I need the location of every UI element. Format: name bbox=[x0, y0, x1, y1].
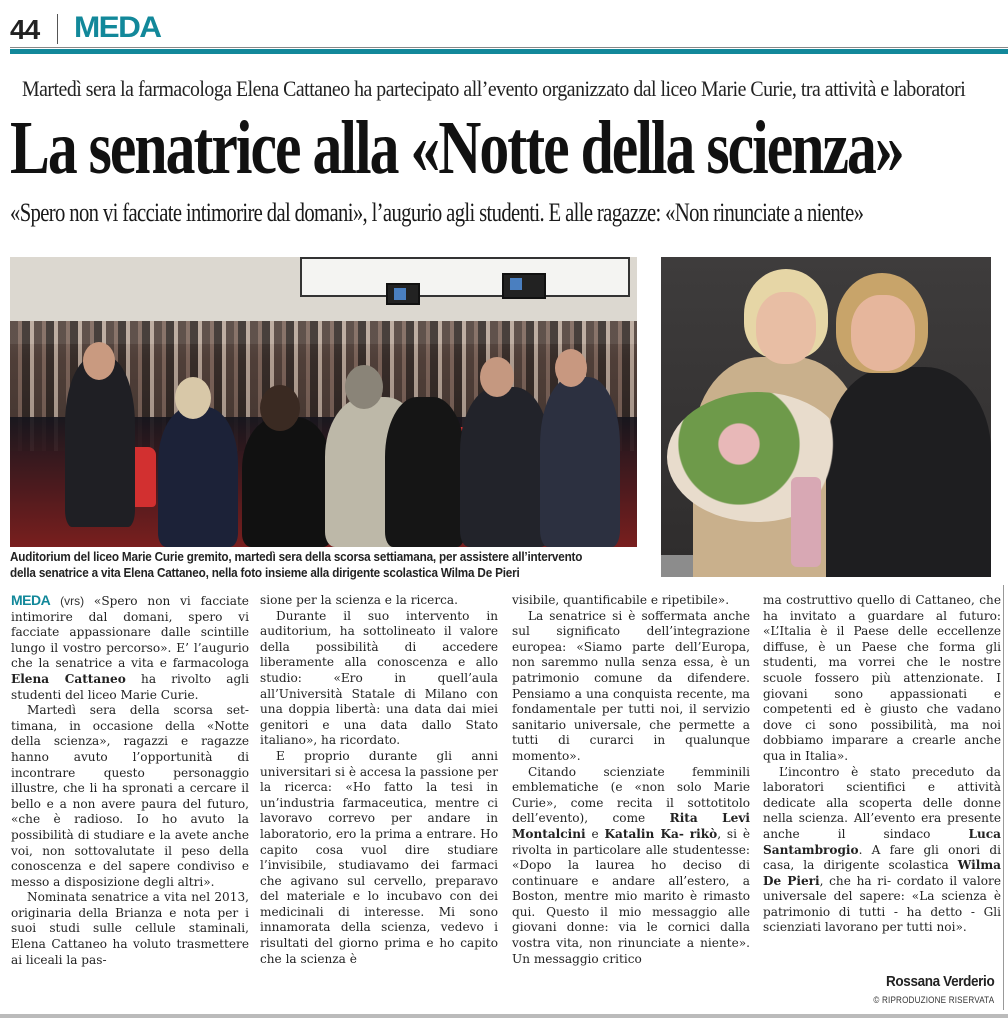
portrait-photo bbox=[661, 257, 991, 577]
photo-person-head bbox=[260, 385, 300, 431]
photo-person-head bbox=[480, 357, 514, 397]
photo-person bbox=[158, 407, 238, 547]
bold-name: Elena Cattaneo bbox=[11, 671, 126, 686]
photo-screen-icon bbox=[502, 273, 546, 299]
paragraph bbox=[11, 593, 249, 703]
photo-person bbox=[242, 417, 332, 547]
paragraph: E proprio durante gli anni universitari si è accesa la passione per la ricerca: «Ho fatto la tesi in un’industria farmaceutica, mentre ci lavoravo correvo per andare in laboratorio, ero la prima a entrare. Ho capito cosa vuol dire studiare l’invisibile, studiavamo dei farmaci che agivano sul cervello, preparavo del materiale e lo incubavo con dei medicinali di interesse. Mi sono innamorata della scienza, vedevo i risultati del giorno prima e ho capito che la scienza è bbox=[260, 748, 498, 966]
paragraph bbox=[763, 765, 1001, 937]
photo-person-head bbox=[83, 342, 115, 380]
photo-face bbox=[756, 292, 816, 364]
photo-person bbox=[65, 357, 135, 527]
photo-person-head bbox=[345, 365, 383, 409]
article-column-1 bbox=[11, 593, 249, 968]
bold-name: Luca bbox=[968, 826, 1001, 841]
column-text: L’incontro è stato preceduto da laboratori scientifici e attività dedicate alla scoperta delle donne nella scienza. All’evento era presente anche il sindaco bbox=[763, 764, 1001, 841]
header-rule-accent bbox=[10, 49, 1008, 54]
column-text: , si è rivolta in particolare bbox=[512, 826, 750, 857]
photo-face bbox=[851, 295, 915, 371]
photo-person-head bbox=[555, 349, 587, 387]
bold-name: Levi Montalcini bbox=[512, 811, 750, 841]
paragraph: Martedì sera della scorsa settimana, in occasione della «Notte della scienza», ragazzi e ragazze hanno avuto l’opportunità di incontrare questo personaggio illustre, che li ha spronati a cercare il bello e a non avere paura del futuro, «che è radioso. Io ho avuto la possibilità di studiare e la avete anche voi, non sottovalutate il peso della conoscenza e del sapere condiviso e messo a disposizione degli altri». bbox=[11, 703, 249, 889]
paragraph: visibile, quantificabile e ripetibile». bbox=[512, 593, 730, 607]
paragraph bbox=[512, 765, 750, 968]
column-text: . A fare gli onori bbox=[858, 842, 981, 857]
author-tag: (vrs) bbox=[60, 594, 85, 608]
article-column-2 bbox=[260, 593, 498, 967]
auditorium-photo bbox=[10, 257, 637, 547]
column-rule bbox=[1003, 585, 1004, 1010]
column-text: studenti del liceo Marie Curie. bbox=[11, 687, 199, 702]
article-kicker: Martedì sera la farmacologa Elena Cattaneo ha partecipato all’evento organizzato dal liceo Marie Curie, tra attività e laboratori bbox=[22, 76, 966, 101]
column-text: di casa, la dirigente scolastica bbox=[763, 842, 1001, 873]
photo-ribbon bbox=[791, 477, 821, 567]
author-byline: Rossana Verderio bbox=[885, 973, 994, 990]
photo-person bbox=[540, 377, 620, 547]
column-text: «Spero non vi facciate intimorire dal domani, spero vi facciate appassionare dalle scintille lungo il vostro percorso». E’ l’augurio che la senatrice a vita e farmacologa bbox=[11, 594, 249, 671]
paragraph: Durante il suo intervento in auditorium, ha sottolineato il valore della possibilità di accedere liberamente alla conoscenza e allo studio: «Ero in quell’aula all’Università Statale di Milano con una doppia libertà: una data dai miei genitori e una data dallo Stato italiano», ha ricordato. bbox=[260, 608, 498, 748]
article-column-4 bbox=[763, 593, 1001, 936]
column-text: , che ha ri- bbox=[819, 873, 892, 888]
page-number: 44 bbox=[10, 14, 40, 45]
copyright-notice: © RIPRODUZIONE RISERVATA bbox=[873, 995, 994, 1005]
photo-caption: Auditorium del liceo Marie Curie gremito, martedì sera della scorsa settiamana, per assistere all’intervento della senatrice a vita Elena Cattaneo, nella foto insieme alla dirigente scolastica Wilma De Pieri bbox=[10, 550, 583, 580]
photo-person bbox=[460, 387, 550, 547]
article-title: La senatrice alla «Notte della scienza» bbox=[10, 106, 903, 190]
article-column-3 bbox=[512, 593, 750, 967]
paragraph: Nominata senatrice a vita nel 2013, originaria della Brianza e nota per i suoi studi sulle cellule staminali, Elena Cattaneo ha voluto trasmettere ai liceali la pas- bbox=[11, 890, 249, 967]
article-subtitle: «Spero non vi facciate intimorire dal domani», l’augurio agli studenti. E alle ragazze: «Non rinunciate a niente» bbox=[10, 198, 864, 227]
bold-name: rikò bbox=[689, 826, 718, 841]
bold-name: Santambrogio bbox=[763, 842, 859, 857]
header-divider bbox=[57, 14, 58, 44]
photo-windows bbox=[300, 257, 630, 297]
bold-name: Rita bbox=[669, 811, 698, 826]
column-text: ha rivolto agli bbox=[141, 671, 249, 686]
bottom-rule bbox=[0, 1014, 1008, 1018]
section-name: MEDA bbox=[74, 11, 161, 44]
header-rule-thin bbox=[10, 47, 1008, 48]
photo-person-head bbox=[175, 377, 211, 419]
paragraph: sione per la scienza e la ricerca. bbox=[260, 593, 458, 607]
photo-person bbox=[385, 397, 465, 547]
column-text: cordato il valore universale del sapere: «La scienza è patrimonio di tutti - ha detto - Gli scienziati lavorano per tutti noi». bbox=[763, 873, 1001, 935]
paragraph: La senatrice si è soffermata anche sul significato dell’integrazione europea: «Siamo parte dell’Europa, non saremmo nulla senza essa, è un patrimonio comune da difendere. Pensiamo a una conquista recente, ma fondamentale per tutti noi, il servizio sanitario universale, che permette a tutti di curarci in qualunque momento». bbox=[512, 608, 750, 763]
column-text: e bbox=[591, 826, 599, 841]
bold-name: Katalin Ka- bbox=[604, 826, 684, 841]
column-text: Citando scienziate femminili emblematiche (e «non solo Marie Curie», come recita il sottotitolo dell’evento), come bbox=[512, 764, 750, 826]
dateline: MEDA bbox=[11, 592, 51, 608]
bold-name: Wilma De Pieri bbox=[763, 858, 1001, 888]
photo-screen-icon bbox=[386, 283, 420, 305]
photo-person-de-pieri bbox=[826, 367, 991, 577]
column-text: alle studentesse: «Dopo la laurea ho deciso di continuare e andare all’estero, a Boston, mentre mio marito è rimasto qui. Questo il mio messaggio alle giovani donne: via le cornici dalla vostra vita, non rinunciate a niente». Un messaggio critico bbox=[512, 842, 750, 966]
page-header bbox=[0, 0, 1008, 56]
paragraph: ma costruttivo quello di Cattaneo, che ha invitato a guardare al futuro: «L’Italia è il Paese delle eccellenze diffuse, è un Paese che forma gli studenti, ma vorrei che le nostre scuole fossero più attenzionate. I giovani sono appassionati e competenti ed è giusto che vadano dove ci sono possibilità, ma noi dobbiamo imparare a crearle anche qua in Italia». bbox=[763, 593, 1001, 763]
